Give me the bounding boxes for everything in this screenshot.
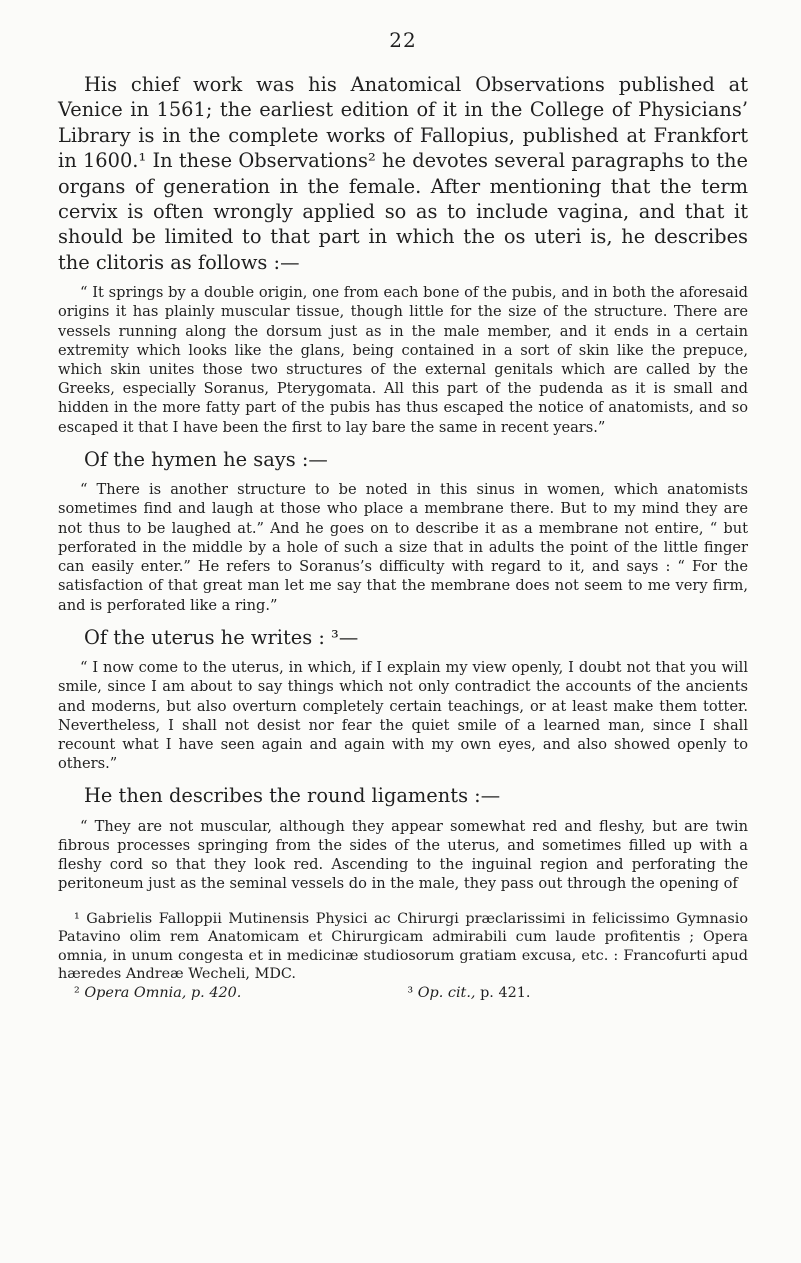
lead-uterus: Of the uterus he writes : ³— [84, 625, 359, 649]
footnote-2: ² Opera Omnia, p. 420. [74, 984, 242, 1001]
page [58, 28, 748, 1003]
footnote-3: ³ Op. cit., p. 421. [407, 984, 531, 1001]
paragraph-intro: His chief work was his Anatomical Observations published at Venice in 1561; the earliest edition of it in the College of Physicians’ Library is in the complete works of Fallopius, published at Frankfort in 1600.¹ In these Observations² he devotes several paragraphs to the organs of generation in the female. After mentioning that the term cervix is often wrongly applied so as to include vagina, and that it should be limited to that part in which the os uteri is, he describes the clitoris as follows :— [58, 73, 748, 274]
lead-round-ligaments: He then describes the round ligaments :— [84, 784, 501, 808]
quote-clitoris: “ It springs by a double origin, one from each bone of the pubis, and in both the aforesaid origins it has plainly muscular tissue, though little for the size of the structure. There are vessels running along the dorsum just as in the male member, and it ends in a certain extremity which looks like the glans, being contained in a sort of skin like the prepuce, which skin unites those two structures of the external genitals which are called by the Greeks, especially Soranus, Pterygomata. All this part of the pudenda as it is small and hidden in the more fatty part of the pubis has thus escaped the notice of anatomists, and so escaped it that I have been the first to lay bare the same in recent years.” [58, 284, 748, 436]
footnotes [58, 910, 748, 1003]
quote-round-ligaments: “ They are not muscular, although they appear somewhat red and fleshy, but are twin fibrous processes springing from the sides of the uterus, and sometimes filled up with a fleshy cord so that they look red. Ascending to the inguinal region and perforating the peritoneum just as the seminal vessels do in the male, they pass out through the opening of [58, 817, 748, 893]
footnote-1: ¹ Gabrielis Falloppii Mutinensis Physici ac Chirurgi præclarissimi in felicissimo Gymnasio Patavino olim rem Anatomicam et Chirurgicam admirabili cum laude profitentis ; Opera omnia, in unum congesta et in medicinæ studiosorum gratiam excusa, etc. : Francofurti apud hæredes Andreæ Wecheli, MDC. [58, 910, 748, 983]
lead-hymen: Of the hymen he says :— [84, 447, 328, 471]
footnote-row [58, 984, 748, 1003]
page-number: 22 [389, 28, 417, 52]
quote-hymen: “ There is another structure to be noted in this sinus in women, which anatomists sometimes find and laugh at those who place a membrane there. But to my mind they are not thus to be laughed at.” And he goes on to describe it as a membrane not entire, “ but perforated in the middle by a hole of such a size that in adults the point of the little finger can easily enter.” He refers to Soranus’s difficulty with regard to it, and says : “ For the satisfaction of that great man let me say that the membrane does not seem to me very firm, and is perforated like a ring.” [58, 481, 748, 614]
quote-uterus: “ I now come to the uterus, in which, if I explain my view openly, I doubt not that you will smile, since I am about to say things which not only contradict the accounts of the ancients and moderns, but also overturn completely certain teachings, or at least make them totter. Nevertheless, I shall not desist nor fear the quiet smile of a learned man, since I shall recount what I have seen again and again with my own eyes, and also showed openly to others.” [58, 659, 748, 773]
